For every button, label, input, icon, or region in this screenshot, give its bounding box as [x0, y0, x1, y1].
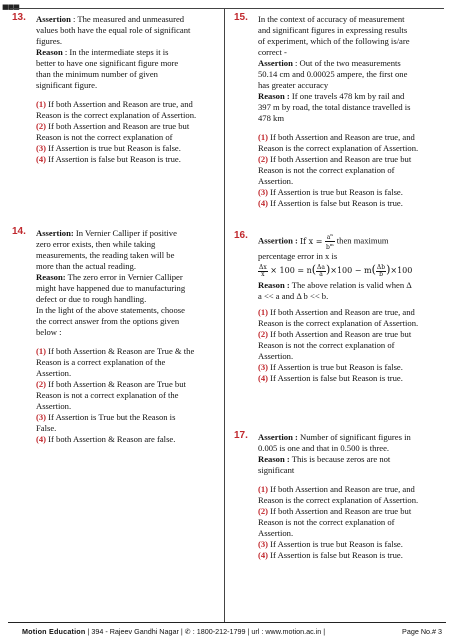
option-line: [258, 307, 442, 318]
reason-line-2: a << a and Δ b << b.: [258, 290, 329, 301]
label: Assertion :: [258, 432, 298, 442]
option-line: [36, 423, 220, 434]
line-text: 397 m by road, the total distance travelled is: [258, 102, 411, 112]
line-text: measurements, the reading taken will be: [36, 250, 175, 260]
text-line: [36, 327, 220, 338]
option-line: [36, 132, 220, 143]
label: Assertion: [36, 14, 71, 24]
option-line: [36, 390, 220, 401]
text-line: [36, 25, 220, 36]
text-line: [36, 80, 220, 91]
option-text: If Assertion is true but Reason is false.: [268, 361, 403, 372]
option-line: [258, 550, 442, 561]
option-number: (2): [258, 328, 269, 339]
line-text: 478 km: [258, 113, 285, 123]
line-text: better to have one significant figure more: [36, 58, 179, 68]
column-divider: [224, 8, 225, 622]
footer-address: | 394 - Rajeev Gandhi Nagar |: [85, 627, 185, 636]
option-text: If Assertion is true but Reason is false.: [268, 539, 403, 549]
option-number: (4): [36, 434, 47, 444]
option-text: If both Assertion and Reason are true, and: [268, 132, 415, 142]
line-text: : The measured and unmeasured: [70, 14, 185, 24]
footer-url[interactable]: | url : www.motion.ac.in |: [245, 627, 326, 636]
option-line: [258, 539, 442, 550]
line-text: than the minimum number of given: [36, 69, 158, 79]
option-line: [258, 318, 442, 329]
text-line: [36, 47, 220, 58]
option-text: Reason is not the correct explanation of: [36, 132, 173, 142]
option-text: Reason is not the correct explanation of: [258, 517, 395, 527]
question-number: 15.: [234, 12, 248, 23]
line-text: values both have the equal role of significant: [36, 25, 191, 35]
assertion-line: Assertion : If x = $\frac{a^n}{b^m}$ then maximum: [258, 232, 389, 251]
option-line: [258, 528, 442, 539]
option-line: [36, 368, 220, 379]
text-line: [36, 36, 220, 47]
text-line: [258, 113, 442, 124]
label: Reason: [36, 47, 63, 57]
text-line: [36, 228, 220, 239]
option-text: If Assertion is false but Reason is true.: [268, 550, 403, 560]
option-text: Assertion.: [258, 176, 294, 186]
option-number: (1): [258, 132, 269, 142]
option-text: Assertion.: [258, 350, 294, 361]
assertion-label: Assertion :: [258, 235, 301, 246]
question-number: 14.: [12, 226, 26, 237]
option-line: [258, 143, 442, 154]
option-line: [36, 401, 220, 412]
brand-name: Motion Education: [22, 627, 86, 636]
option-line: [258, 517, 442, 528]
text-line: [258, 443, 442, 454]
text-line: [36, 58, 220, 69]
option-line: [258, 362, 442, 373]
option-text: If both Assertion and Reason are true but: [268, 154, 412, 164]
option-line: [258, 506, 442, 517]
option-line: [36, 121, 220, 132]
option-number: (3): [258, 361, 269, 372]
option-text: If Assertion is false but Reason is true.: [46, 154, 181, 164]
text-line: [36, 283, 220, 294]
line-text: and significant figures in expressing results: [258, 25, 408, 35]
text-line: [36, 305, 220, 316]
text-line: [258, 80, 442, 91]
option-number: (3): [36, 412, 47, 422]
option-number: (2): [36, 121, 47, 131]
line-text: zero error exists, then while taking: [36, 239, 156, 249]
option-text: Reason is a correct explanation of the: [36, 357, 166, 367]
option-text: If both Assertion and Reason are true but: [268, 328, 412, 339]
text-line: [36, 69, 220, 80]
option-number: (4): [258, 372, 269, 383]
option-line: [258, 340, 442, 351]
line-text: has greater accuracy: [258, 80, 329, 90]
option-line: [36, 99, 220, 110]
options-list: [258, 307, 442, 384]
percentage-error-formula: $\frac{\Delta x}{x}$ × 100 = n( $\frac{\Delta a}{a}$ )×100 − m( $\frac{\Delta b}{b}$ )×100: [259, 263, 413, 278]
line-text: the correct answer from the options given: [36, 316, 180, 326]
reason-line: [258, 280, 442, 291]
line-text: 0.005 is one and that in 0.500 is three.: [258, 443, 390, 453]
text-line: [36, 250, 220, 261]
option-text: Reason is not the correct explanation of: [258, 339, 395, 350]
assertion-formula: If x = $\frac{a^n}{b^m}$: [300, 232, 334, 251]
label: Reason :: [258, 454, 290, 464]
assertion-line-2: percentage error in x is: [258, 251, 338, 261]
question-14: [12, 228, 220, 445]
label: Assertion:: [36, 228, 74, 238]
option-line: [258, 165, 442, 176]
option-line: [258, 176, 442, 187]
option-line: [36, 434, 220, 445]
option-number: (2): [36, 379, 47, 389]
line-text: correct -: [258, 47, 287, 57]
option-line: [258, 351, 442, 362]
option-text: Reason is the correct explanation of Assertion.: [258, 143, 419, 153]
footer-phone: ✆ : 1800-212-1799: [184, 627, 246, 636]
line-text: figures.: [36, 36, 63, 46]
option-text: If both Assertion and Reason are true, and: [268, 484, 415, 494]
label: Assertion: [258, 58, 293, 68]
text-line: [258, 91, 442, 102]
question-number: 16.: [234, 230, 248, 241]
line-text: This is because zeros are not: [289, 454, 391, 464]
line-text: 50.14 cm and 0.00025 ampere, the first one: [258, 69, 408, 79]
option-text: Reason is not the correct explanation of: [258, 165, 395, 175]
label: Reason :: [258, 91, 290, 101]
text-line: [258, 58, 442, 69]
line-text: below :: [36, 327, 62, 337]
option-text: If both Assertion and Reason are true, and: [46, 99, 193, 109]
line-text: significant: [258, 465, 295, 475]
line-text: of experiment, which of the following is/are: [258, 36, 410, 46]
option-text: Reason is the correct explanation of Assertion.: [258, 317, 419, 328]
text-line: [258, 454, 442, 465]
option-text: If Assertion is true but Reason is false.: [268, 187, 403, 197]
option-number: (2): [258, 506, 269, 516]
option-text: If both Assertion and Reason are true but: [46, 121, 190, 131]
text-line: [36, 316, 220, 327]
option-text: Reason is the correct explanation of Assertion.: [258, 495, 419, 505]
page-footer: [22, 626, 442, 637]
option-line: [258, 198, 442, 209]
line-text: might have happened due to manufacturing: [36, 283, 186, 293]
text-line: [36, 239, 220, 250]
option-text: If Assertion is false but Reason is true.: [268, 198, 403, 208]
option-number: (3): [258, 187, 269, 197]
option-text: Assertion.: [36, 368, 72, 378]
top-rule: [10, 8, 444, 9]
option-text: If Assertion is false but Reason is true.: [268, 372, 403, 383]
option-line: [36, 110, 220, 121]
line-text: more than the actual reading.: [36, 261, 136, 271]
page-number: Page No.# 3: [402, 627, 442, 636]
reason-text: The above relation is valid when Δ: [289, 279, 412, 290]
option-text: If both Assertion & Reason are false.: [46, 434, 176, 444]
label: Reason:: [36, 272, 66, 282]
option-line: [258, 329, 442, 340]
option-text: Assertion.: [258, 528, 294, 538]
line-text: In the light of the above statements, choose: [36, 305, 185, 315]
text-line: [258, 25, 442, 36]
option-number: (2): [258, 154, 269, 164]
text-line: [36, 294, 220, 305]
line-text: defect or due to rough handling.: [36, 294, 147, 304]
option-line: [258, 495, 442, 506]
option-number: (4): [258, 198, 269, 208]
option-line: [36, 346, 220, 357]
line-text: If one travels 478 km by rail and: [289, 91, 405, 101]
question-number: 13.: [12, 12, 26, 23]
option-line: [258, 187, 442, 198]
option-number: (4): [36, 154, 47, 164]
option-number: (1): [258, 484, 269, 494]
question-13: [12, 14, 220, 165]
option-text: False.: [36, 423, 57, 433]
option-number: (3): [36, 143, 47, 153]
question-15: [234, 14, 442, 209]
option-number: (1): [258, 306, 269, 317]
text-line: [258, 465, 442, 476]
text-line: [36, 272, 220, 283]
option-number: (1): [36, 99, 47, 109]
option-number: (4): [258, 550, 269, 560]
text-line: [258, 432, 442, 443]
option-text: Assertion.: [36, 401, 72, 411]
footer-rule: [8, 622, 446, 623]
text-line: [258, 69, 442, 80]
option-text: Reason is the correct explanation of Assertion.: [36, 110, 197, 120]
option-line: [258, 132, 442, 143]
option-number: (3): [258, 539, 269, 549]
line-text: In Vernier Calliper if positive: [73, 228, 177, 238]
line-text: In the context of accuracy of measurement: [258, 14, 405, 24]
question-17: [234, 432, 442, 561]
line-text: : Out of the two measurements: [292, 58, 401, 68]
question-number: 17.: [234, 430, 248, 441]
option-line: [36, 143, 220, 154]
option-line: [258, 484, 442, 495]
option-line: [258, 373, 442, 384]
text-line: [258, 36, 442, 47]
option-text: If both Assertion and Reason are true, and: [268, 306, 415, 317]
option-line: [258, 154, 442, 165]
option-text: Reason is not a correct explanation of the: [36, 390, 179, 400]
option-text: If Assertion is true but Reason is false.: [46, 143, 181, 153]
line-text: : In the intermediate steps it is: [62, 47, 169, 57]
corner-marks: ■■■: [2, 3, 19, 11]
option-line: [36, 154, 220, 165]
text-line: [258, 14, 442, 25]
option-line: [36, 357, 220, 368]
option-text: If both Assertion & Reason are True but: [46, 379, 186, 389]
line-text: Number of significant figures in: [297, 432, 411, 442]
option-line: [36, 379, 220, 390]
text-line: [36, 14, 220, 25]
question-16: [234, 232, 442, 384]
line-text: The zero error in Vernier Calliper: [65, 272, 183, 282]
option-text: If Assertion is True but the Reason is: [46, 412, 176, 422]
option-line: [36, 412, 220, 423]
text-line: [258, 102, 442, 113]
option-text: If both Assertion and Reason are true but: [268, 506, 412, 516]
text-line: [36, 261, 220, 272]
text-line: [258, 47, 442, 58]
option-number: (1): [36, 346, 47, 356]
option-text: If both Assertion & Reason are True & the: [46, 346, 195, 356]
reason-label: Reason :: [258, 279, 290, 290]
line-text: significant figure.: [36, 80, 98, 90]
